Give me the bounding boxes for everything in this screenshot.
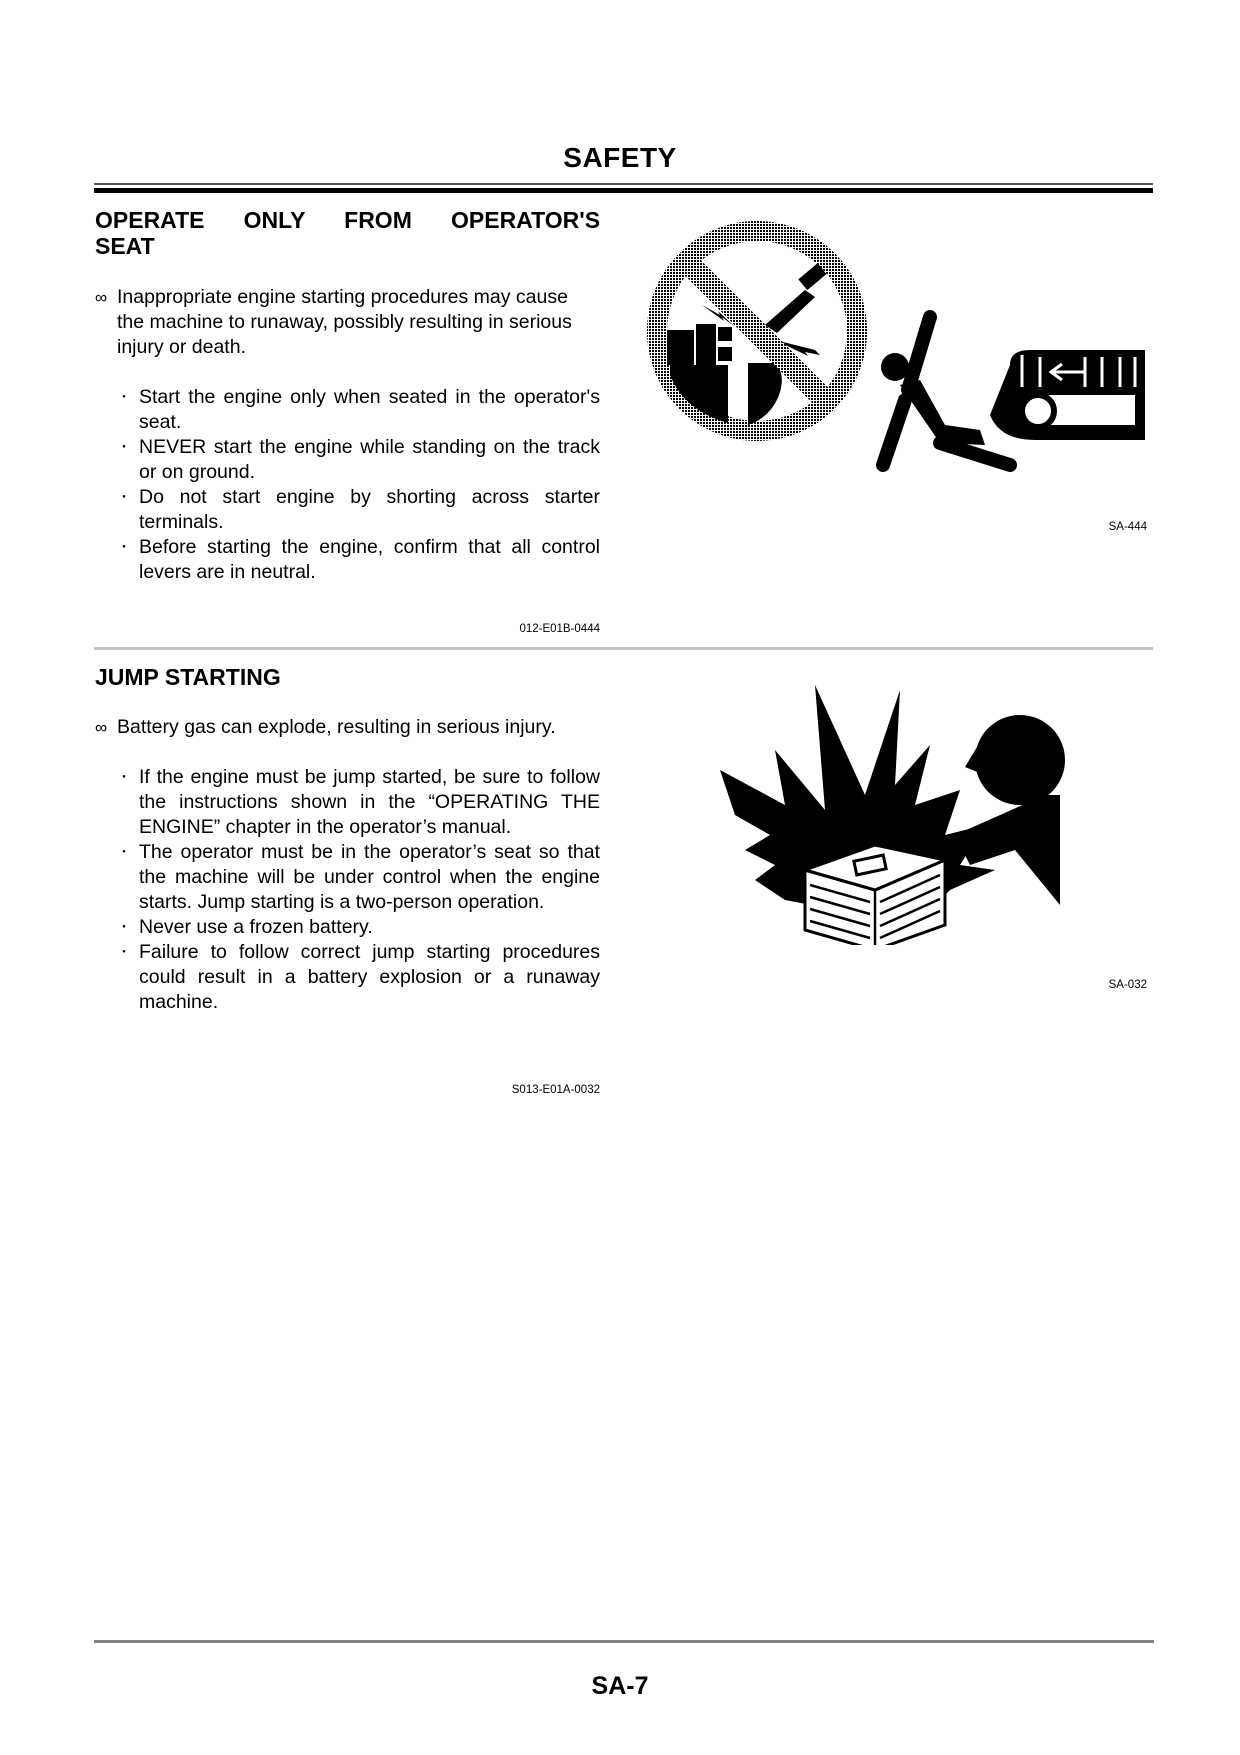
bullet-icon: ・ xyxy=(117,439,131,455)
heading-word: OPERATOR'S xyxy=(451,207,601,233)
list-item xyxy=(117,940,600,1015)
list-item-text: Start the engine only when seated in the operator's seat. xyxy=(139,386,600,433)
warning-statement xyxy=(95,285,600,360)
section-heading-operate-only-line2: SEAT xyxy=(95,233,155,259)
warning-statement xyxy=(95,715,600,740)
list-item xyxy=(117,435,600,485)
warning-infinity-icon: ∞ xyxy=(95,288,108,307)
battery-explosion-icon xyxy=(715,675,1065,945)
no-shorting-starter-runaway-icon xyxy=(640,215,1160,505)
bullet-icon: ・ xyxy=(117,539,131,555)
warning-text: Inappropriate engine starting procedures may cause the machine to runaway, possibly resulting in serious injury or death. xyxy=(117,286,572,358)
section-code: S013-E01A-0032 xyxy=(511,1084,600,1096)
bullet-icon: ・ xyxy=(117,919,131,935)
footer-rule xyxy=(94,1640,1154,1643)
figure-label: SA-032 xyxy=(1108,979,1147,991)
list-item xyxy=(117,915,600,940)
bullet-icon: ・ xyxy=(117,844,131,860)
list-item-text: If the engine must be jump started, be sure to follow the instructions shown in the “OPERATING THE ENGINE” chapter in the operator’s manual. xyxy=(139,766,600,838)
heading-word: ONLY xyxy=(243,207,305,233)
list-item xyxy=(117,385,600,435)
bullet-list xyxy=(117,385,600,585)
page-number: SA-7 xyxy=(591,1672,649,1700)
warning-infinity-icon: ∞ xyxy=(95,718,108,737)
heading-word: FROM xyxy=(344,207,412,233)
list-item-text: Do not start engine by shorting across starter terminals. xyxy=(139,486,600,533)
figure-label: SA-444 xyxy=(1108,521,1147,533)
section-heading-jump-starting: JUMP STARTING xyxy=(95,664,281,690)
page-title: SAFETY xyxy=(563,142,677,173)
list-item xyxy=(117,765,600,840)
bullet-icon: ・ xyxy=(117,769,131,785)
section-heading-operate-only xyxy=(95,207,600,233)
section-separator xyxy=(94,647,1153,650)
list-item-text: Never use a frozen battery. xyxy=(139,916,373,938)
bullet-list xyxy=(117,765,600,1015)
header-rule-thin xyxy=(94,183,1153,185)
list-item xyxy=(117,535,600,585)
bullet-icon: ・ xyxy=(117,944,131,960)
heading-word: OPERATE xyxy=(95,207,205,233)
list-item xyxy=(117,840,600,915)
list-item xyxy=(117,485,600,535)
list-item-text: NEVER start the engine while standing on the track or on ground. xyxy=(139,436,600,483)
warning-text: Battery gas can explode, resulting in serious injury. xyxy=(117,716,556,738)
bullet-icon: ・ xyxy=(117,389,131,405)
list-item-text: Before starting the engine, confirm that all control levers are in neutral. xyxy=(139,536,600,583)
list-item-text: The operator must be in the operator’s seat so that the machine will be under control when the engine starts. Jump starting is a two-person operation. xyxy=(139,841,600,913)
bullet-icon: ・ xyxy=(117,489,131,505)
section-code: 012-E01B-0444 xyxy=(519,623,600,635)
header-rule-thick xyxy=(94,188,1153,193)
list-item-text: Failure to follow correct jump starting procedures could result in a battery explosion or a runaway machine. xyxy=(139,941,600,1013)
